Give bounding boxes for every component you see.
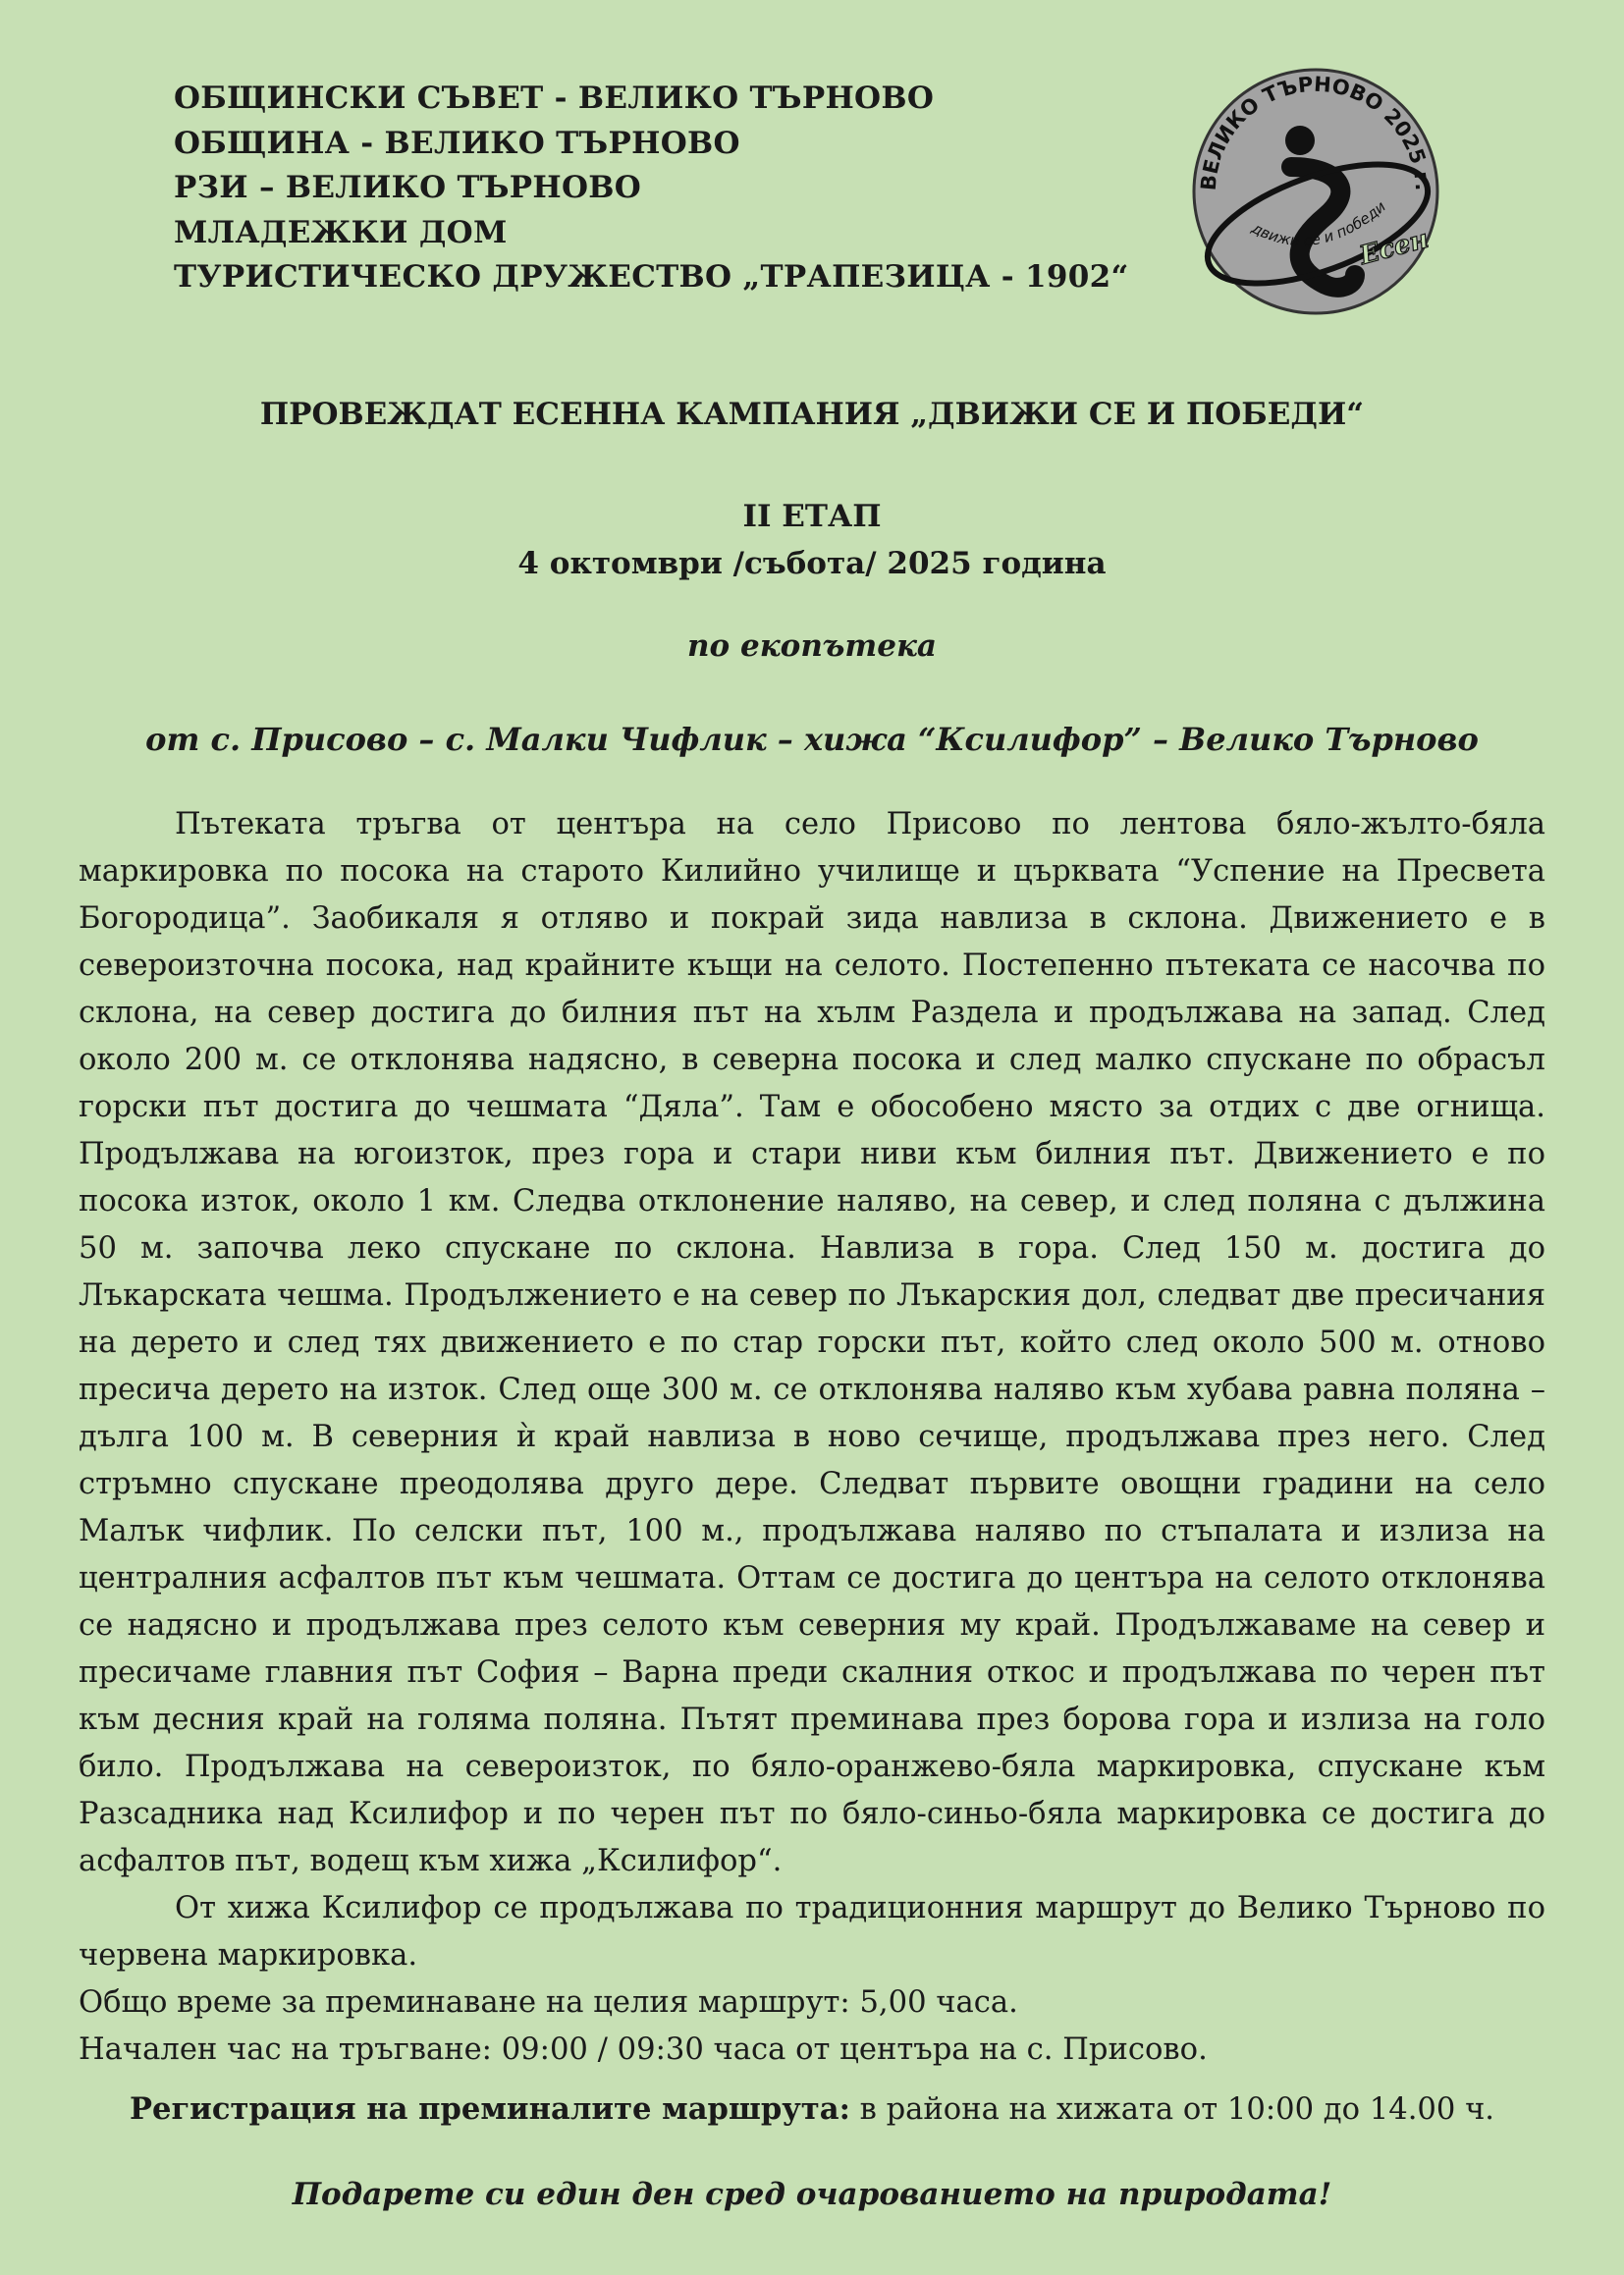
- start-time: Начален час на тръгване: 09:00 / 09:30 часа от центъра на с. Присово.: [79, 2032, 1208, 2067]
- logo-slogan: движи се и победи: [1248, 197, 1389, 250]
- motto: Подарете си един ден сред очарованието на природата!: [292, 2177, 1332, 2212]
- organizer-line: ОБЩИНА - ВЕЛИКО ТЪРНОВО: [174, 125, 740, 161]
- trail-type: по екопътека: [686, 628, 938, 664]
- event-date: 4 октомври /събота/ 2025 година: [517, 546, 1107, 581]
- organizers-list: [174, 77, 1129, 300]
- description-paragraph: От хижа Ксилифор се продължава по традиционния маршрут до Велико Търново по червена маркировка.: [79, 1891, 1545, 1973]
- registration-text: в района на хижата от 10:00 до 14.00 ч.: [849, 2092, 1495, 2127]
- organizer-line: РЗИ – ВЕЛИКО ТЪРНОВО: [174, 170, 642, 205]
- logo-season: Есен: [1356, 224, 1433, 271]
- stage-block: [0, 493, 1624, 587]
- registration-label: Регистрация на преминалите маршрута:: [129, 2091, 850, 2127]
- total-time: Общо време за преминаване на целия маршрут: 5,00 часа.: [79, 1985, 1018, 2020]
- campaign-logo: [1168, 44, 1463, 339]
- route-heading: от с. Присово – с. Малки Чифлик – хижа “Ксилифор” – Велико Търново: [145, 721, 1479, 758]
- logo-top-text: ВЕЛИКО ТЪРНОВО 2025 г.: [1196, 72, 1435, 191]
- registration-line: [0, 2091, 1624, 2127]
- organizer-line: ОБЩИНСКИ СЪВЕТ - ВЕЛИКО ТЪРНОВО: [174, 81, 935, 116]
- description-paragraph: Пътеката тръгва от центъра на село Присово по лентова бяло-жълто-бяла маркировка по посока на старото Килийно училище и църквата “Успение на Пресвета Богородица”. Заобикаля я отляво и покрай зида навлиза в склона. Движението е в североизточна посока, над крайните къщи на селото. Постепенно пътеката се насочва по склона, на север достига до билния път на хълм Раздела и продължава на запад. След около 200 м. се отклонява надясно, в северна посока и след малко спускане по обрасъл горски път достига до чешмата “Дяла”. Там е обособено място за отдих с две огнища. Продължава на югоизток, през гора и стари ниви към билния път. Движението е по посока изток, около 1 км. Следва отклонение наляво, на север, и след поляна с дължина 50 м. започва леко спускане по склона. Навлиза в гора. След 150 м. достига до Лъкарската чешма. Продължението е на север по Лъкарския дол, следват две пресичания на дерето и след тях движението е по стар горски път, който след около 500 м. отново пресича дерето на изток. След още 300 м. се отклонява наляво към хубава равна поляна – дълга 100 м. В северния ѝ край навлиза в ново сечище, продължава през него. След стръмно спускане преодолява друго дере. Следват първите овощни градини на село Малък чифлик. По селски път, 100 м., продължава наляво по стъпалата и излиза на централния асфалтов път към чешмата. Оттам се достига до центъра на селото отклонява се надясно и продължава през селото към северния му край. Продължаваме на север и пресичаме главния път София – Варна преди скалния откос и продължава по черен път към десния край на голяма поляна. Пътят преминава през борова гора и излиза на голо било. Продължава на североизток, по бяло-оранжево-бяла маркировка, спускане към Разсадника над Ксилифор и по черен път по бяло-синьо-бяла маркировка се достига до асфалтов път, водещ към хижа „Ксилифор“.: [79, 807, 1545, 1878]
- organizer-line: ТУРИСТИЧЕСКО ДРУЖЕСТВО „ТРАПЕЗИЦА - 1902“: [174, 259, 1129, 295]
- runner-head-icon: [1285, 126, 1315, 155]
- organizer-line: МЛАДЕЖКИ ДОМ: [174, 214, 508, 250]
- stage-label: II ЕТАП: [742, 499, 882, 534]
- route-description: [79, 801, 1545, 2074]
- campaign-title: ПРОВЕЖДАТ ЕСЕННА КАМПАНИЯ „ДВИЖИ СЕ И ПОБЕДИ“: [259, 397, 1365, 432]
